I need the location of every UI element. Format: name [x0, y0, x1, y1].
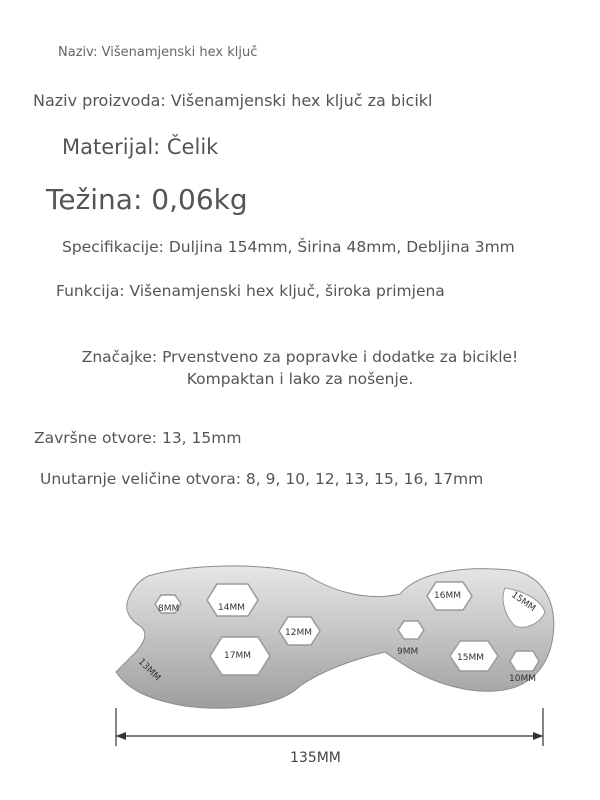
arrow-right	[533, 732, 543, 740]
specifications-line: Specifikacije: Duljina 154mm, Širina 48mm, Debljina 3mm	[62, 238, 515, 256]
label-14mm: 14MM	[218, 603, 245, 613]
function-line: Funkcija: Višenamjenski hex ključ, široka primjena	[56, 282, 445, 300]
features-line-1: Značajke: Prvenstveno za popravke i dodatke za bicikle!	[81, 348, 519, 366]
length-label: 135MM	[290, 750, 341, 766]
end-openings-line: Završne otvore: 13, 15mm	[34, 429, 242, 447]
material-line: Materijal: Čelik	[62, 135, 219, 159]
wrench-body	[116, 566, 554, 708]
arrow-left	[116, 732, 126, 740]
label-10mm: 10MM	[509, 674, 536, 684]
label-9mm: 9MM	[397, 647, 419, 657]
inner-openings-line: Unutarnje veličine otvora: 8, 9, 10, 12, 13, 15, 16, 17mm	[40, 470, 484, 488]
features-line-2: Kompaktan i lako za nošenje.	[186, 370, 414, 388]
product-name-line: Naziv: Višenamjenski hex ključ	[58, 45, 258, 60]
weight-line: Težina: 0,06kg	[46, 183, 248, 216]
hex-9	[398, 621, 424, 639]
label-16mm: 16MM	[434, 591, 461, 601]
label-12mm: 12MM	[285, 628, 312, 638]
label-15mm-end: 15MM	[509, 590, 538, 614]
label-13mm-end: 13MM	[135, 657, 163, 684]
features-block	[45, 346, 555, 390]
product-full-name-line: Naziv proizvoda: Višenamjenski hex ključ za bicikl	[33, 91, 433, 110]
label-15mm: 15MM	[457, 653, 484, 663]
label-17mm: 17MM	[224, 651, 251, 661]
hex-10	[510, 651, 539, 671]
label-8mm: 8MM	[158, 604, 180, 614]
wrench-illustration	[0, 540, 600, 800]
